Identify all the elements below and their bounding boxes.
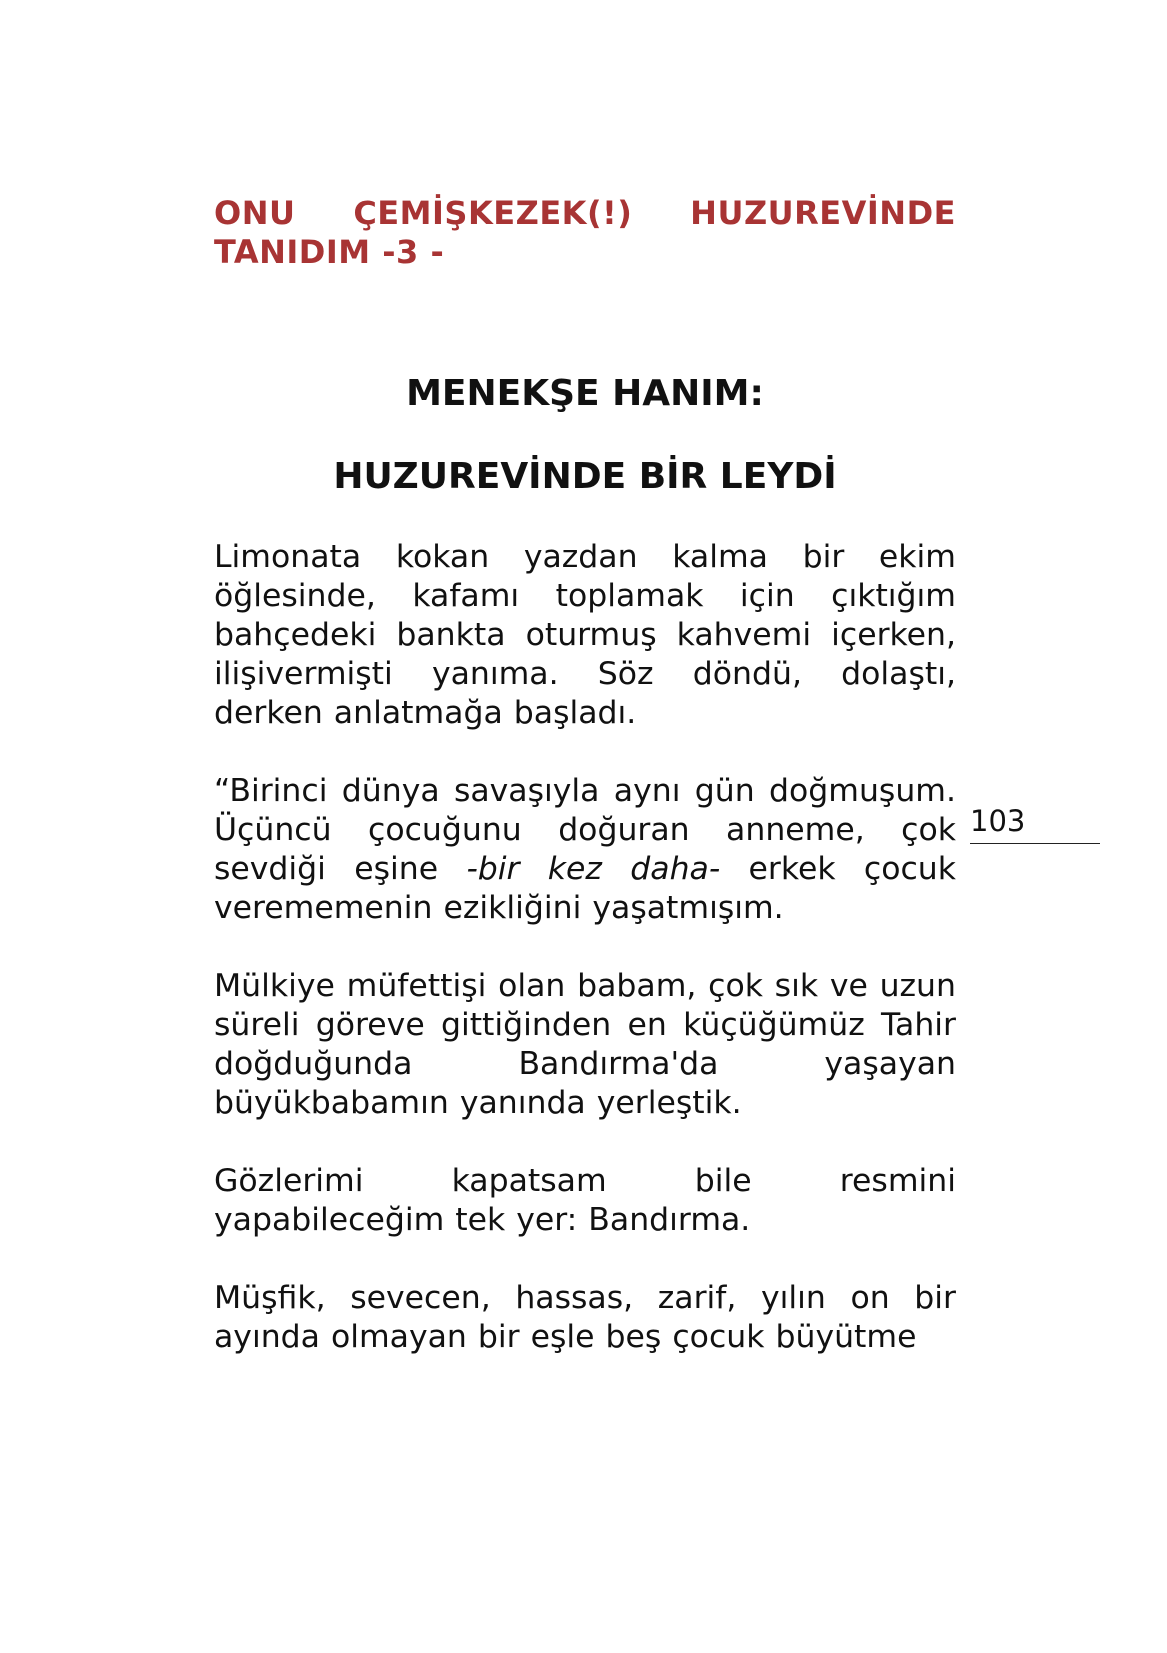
chapter-title-line-2: HUZUREVİNDE BİR LEYDİ bbox=[333, 456, 837, 497]
paragraph-2-emphasis: -bir kez daha- bbox=[466, 851, 721, 887]
page-number: 103 bbox=[970, 804, 1100, 844]
paragraph-3: Mülkiye müfettişi olan babam, çok sık ve uzun süreli göreve gittiğinden en küçüğümüz Tahir doğduğunda Bandırma'da yaşayan büyükbabamın yanında yerleştik. bbox=[214, 968, 956, 1121]
paragraph-2-text-start: “Birinci dünya savaşıyla aynı gün doğmuşum. Üçüncü çocuğunu doğuran anneme, çok sevdiği eşine bbox=[214, 773, 956, 887]
paragraph-4: Gözlerimi kapatsam bile resmini yapabileceğim tek yer: Bandırma. bbox=[214, 1163, 956, 1238]
chapter-title-line-1: MENEKŞE HANIM: bbox=[406, 373, 764, 414]
paragraph-2 bbox=[214, 772, 956, 928]
series-title: ONU ÇEMİŞKEZEK(!) HUZUREVİNDE TANIDIM -3 - bbox=[214, 194, 956, 271]
paragraph-1: Limonata kokan yazdan kalma bir ekim öğlesinde, kafamı toplamak için çıktığım bahçedeki bankta oturmuş kahvemi içerken, ilişivermişti yanıma. Söz döndü, dolaştı, derken anlatmağa başladı. bbox=[214, 539, 956, 731]
paragraph-5: Müşfik, sevecen, hassas, zarif, yılın on bir ayında olmayan bir eşle beş çocuk büyütme bbox=[214, 1280, 956, 1355]
body-text bbox=[214, 538, 956, 1396]
paragraph-2-text-end: erkek çocuk verememenin ezikliğini yaşatmışım. bbox=[214, 851, 956, 926]
